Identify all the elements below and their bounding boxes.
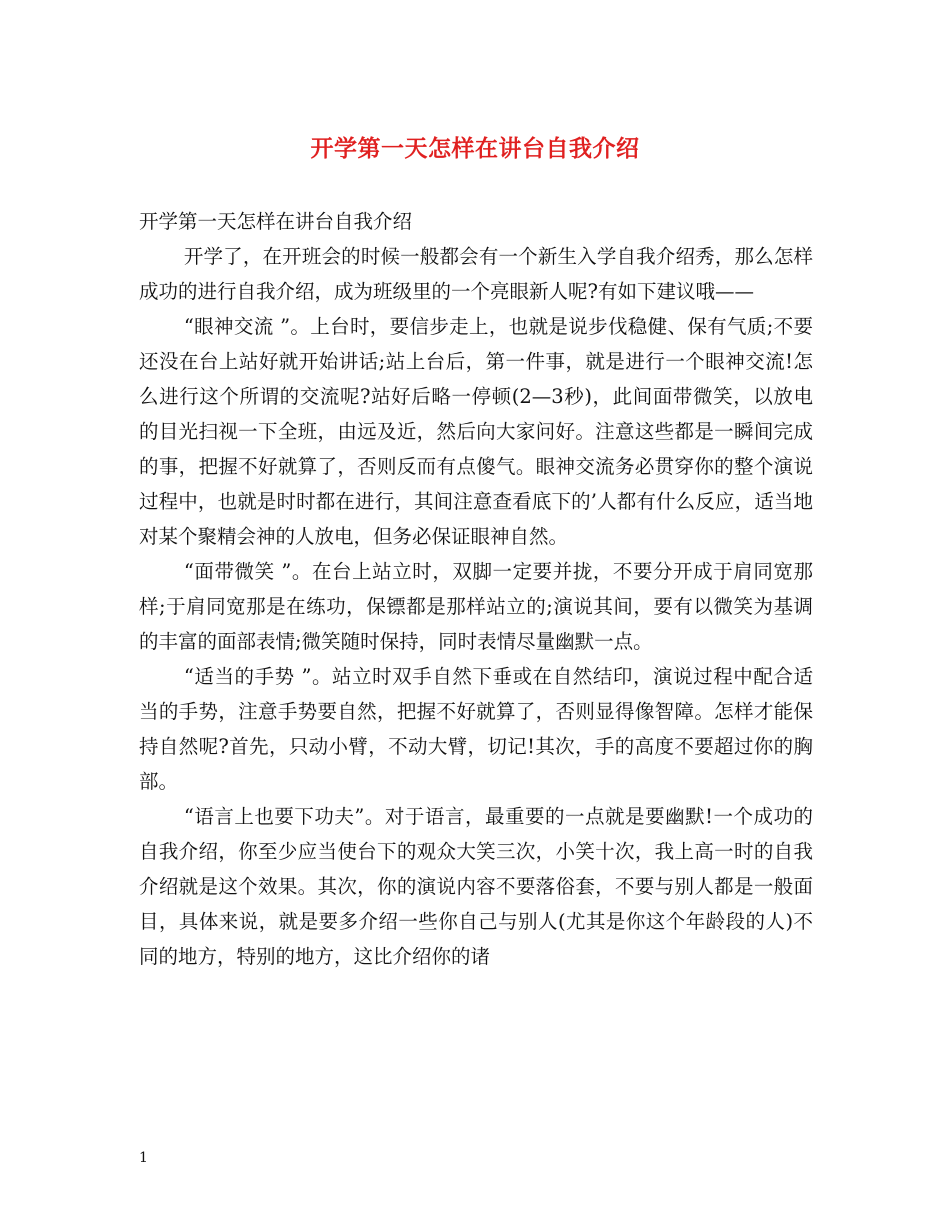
page-number: 1 <box>139 1150 148 1166</box>
paragraph-eye-contact: “眼神交流 ”。上台时，要信步走上，也就是说步伐稳健、保有气质;不要还没在台上站好就开始讲话;站上台后，第一件事，就是进行一个眼神交流!怎么进行这个所谓的交流呢?站好后略一停顿(2—3秒)，此间面带微笑，以放电的目光扫视一下全班，由远及近，然后向大家问好。注意这些都是一瞬间完成的事，把握不好就算了，否则反而有点傻气。眼神交流务必贯穿你的整个演说过程中，也就是时时都在进行，其间注意查看底下的’人都有什么反应，适当地对某个聚精会神的人放电，但务必保证眼神自然。 <box>139 315 813 548</box>
paragraph-smile: “面带微笑 ”。在台上站立时，双脚一定要并拢，不要分开成于肩同宽那样;于肩同宽那是在练功，保镖都是那样站立的;演说其间，要有以微笑为基调的丰富的面部表情;微笑随时保持，同时表情尽量幽默一点。 <box>139 560 813 653</box>
document-body <box>139 204 813 974</box>
document-subtitle: 开学第一天怎样在讲台自我介绍 <box>139 210 413 233</box>
paragraph-gestures: “适当的手势 ”。站立时双手自然下垂或在自然结印，演说过程中配合适当的手势，注意手势要自然，把握不好就算了，否则显得像智障。怎样才能保持自然呢?首先，只动小臂，不动大臂，切记!其次，手的高度不要超过你的胸部。 <box>139 665 813 793</box>
document-title: 开学第一天怎样在讲台自我介绍 <box>310 135 640 162</box>
paragraph-intro: 开学了，在开班会的时候一般都会有一个新生入学自我介绍秀，那么怎样成功的进行自我介绍，成为班级里的一个亮眼新人呢?有如下建议哦—— <box>139 245 813 303</box>
paragraph-language: “语言上也要下功夫”。对于语言，最重要的一点就是要幽默!一个成功的自我介绍，你至少应当使台下的观众大笑三次，小笑十次，我上高一时的自我介绍就是这个效果。其次，你的演说内容不要落俗套，不要与别人都是一般面目，具体来说，就是要多介绍一些你自己与别人(尤其是你这个年龄段的人)不同的地方，特别的地方，这比介绍你的诸 <box>139 805 813 968</box>
